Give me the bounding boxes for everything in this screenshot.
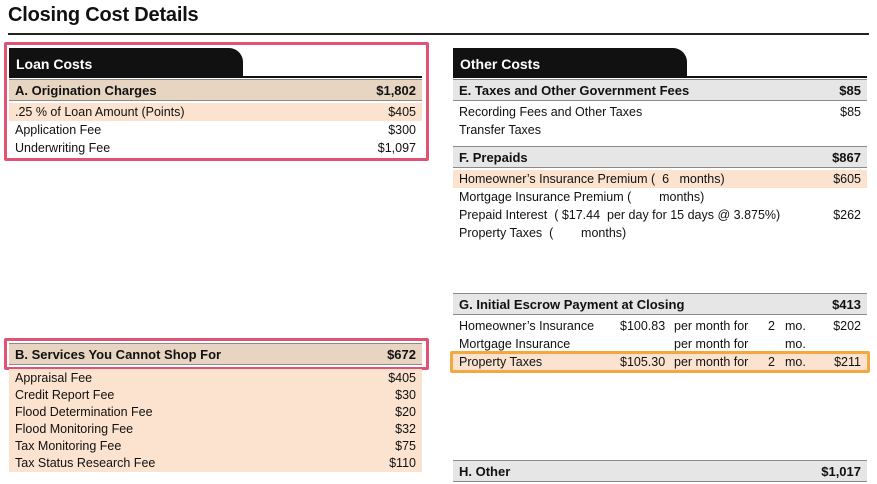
- section-a-label: A. Origination Charges: [15, 82, 157, 98]
- highlight-box-section-b: [4, 338, 429, 370]
- item-amount: $300: [388, 123, 416, 137]
- highlight-box-property-taxes: [450, 351, 870, 373]
- item-label: Credit Report Fee: [15, 388, 115, 402]
- list-item: [453, 224, 867, 242]
- item-label: .25 % of Loan Amount (Points): [15, 105, 185, 119]
- list-item: [9, 454, 422, 472]
- section-f-label: F. Prepaids: [459, 149, 528, 165]
- list-item: [453, 188, 867, 206]
- item-amount: $32: [395, 422, 416, 436]
- section-g-total: $413: [832, 296, 861, 312]
- escrow-per: per month for: [674, 355, 749, 369]
- escrow-name: Mortgage Insurance: [459, 337, 571, 351]
- item-amount: $405: [388, 105, 416, 119]
- escrow-months: 2: [768, 355, 775, 369]
- item-amount: $20: [395, 405, 416, 419]
- section-g-label: G. Initial Escrow Payment at Closing: [459, 296, 685, 312]
- section-b-total: $672: [387, 346, 416, 362]
- list-item: [9, 403, 422, 421]
- item-label: Appraisal Fee: [15, 371, 93, 385]
- item-label: Flood Monitoring Fee: [15, 422, 134, 436]
- item-label: Tax Monitoring Fee: [15, 439, 122, 453]
- item-label: Homeowner’s Insurance Premium ( 6 months): [459, 172, 725, 186]
- list-item: [453, 206, 867, 224]
- section-f-header: [453, 146, 867, 168]
- escrow-unit: mo.: [785, 319, 806, 333]
- list-item: [9, 437, 422, 455]
- escrow-name: Property Taxes: [459, 355, 543, 369]
- list-item: [9, 386, 422, 404]
- list-item: [9, 420, 422, 438]
- item-label: Prepaid Interest ( $17.44 per day for 15 days @ 3.875%): [459, 208, 781, 222]
- highlight-box-loan-costs: [4, 42, 429, 161]
- item-label: Application Fee: [15, 123, 102, 137]
- section-h-label: H. Other: [459, 463, 511, 479]
- section-e-header: [453, 79, 867, 101]
- item-amount: $110: [389, 456, 416, 470]
- section-f-total: $867: [832, 149, 861, 165]
- tab-loan-costs: Loan Costs: [9, 48, 243, 78]
- page-title: Closing Cost Details: [8, 4, 199, 26]
- item-label: Recording Fees and Other Taxes: [459, 105, 643, 119]
- item-amount: $75: [395, 439, 416, 453]
- list-item: [9, 369, 422, 387]
- item-amount: $1,097: [377, 141, 416, 155]
- list-item: [453, 121, 867, 139]
- section-a-total: $1,802: [376, 82, 416, 98]
- other-costs-divider: [453, 76, 867, 78]
- escrow-rate: $105.30: [620, 355, 666, 369]
- escrow-unit: mo.: [785, 355, 806, 369]
- escrow-amount: $211: [834, 355, 861, 369]
- item-amount: $405: [388, 371, 416, 385]
- item-label: Property Taxes ( months): [459, 226, 627, 240]
- section-e-total: $85: [839, 82, 861, 98]
- item-amount: $605: [833, 172, 861, 186]
- item-label: Flood Determination Fee: [15, 405, 153, 419]
- item-amount: $85: [840, 105, 861, 119]
- section-b-label: B. Services You Cannot Shop For: [15, 346, 222, 362]
- section-e-label: E. Taxes and Other Government Fees: [459, 82, 690, 98]
- escrow-months: 2: [768, 319, 775, 333]
- escrow-per: per month for: [674, 319, 749, 333]
- list-item: [453, 170, 867, 188]
- list-item: [453, 103, 867, 121]
- escrow-per: per month for: [674, 337, 749, 351]
- item-label: Underwriting Fee: [15, 141, 111, 155]
- item-label: Transfer Taxes: [459, 123, 541, 137]
- title-divider: [8, 33, 869, 35]
- escrow-rate: $100.83: [620, 319, 666, 333]
- item-label: Tax Status Research Fee: [15, 456, 156, 470]
- section-h-header: [453, 460, 867, 482]
- tab-other-costs: Other Costs: [453, 48, 687, 78]
- escrow-name: Homeowner’s Insurance: [459, 319, 595, 333]
- section-g-header: [453, 293, 867, 315]
- item-amount: $262: [833, 208, 861, 222]
- item-label: Mortgage Insurance Premium ( months): [459, 190, 705, 204]
- escrow-unit: mo.: [785, 337, 806, 351]
- escrow-amount: $202: [833, 319, 861, 333]
- item-amount: $30: [395, 388, 416, 402]
- section-h-total: $1,017: [821, 463, 861, 479]
